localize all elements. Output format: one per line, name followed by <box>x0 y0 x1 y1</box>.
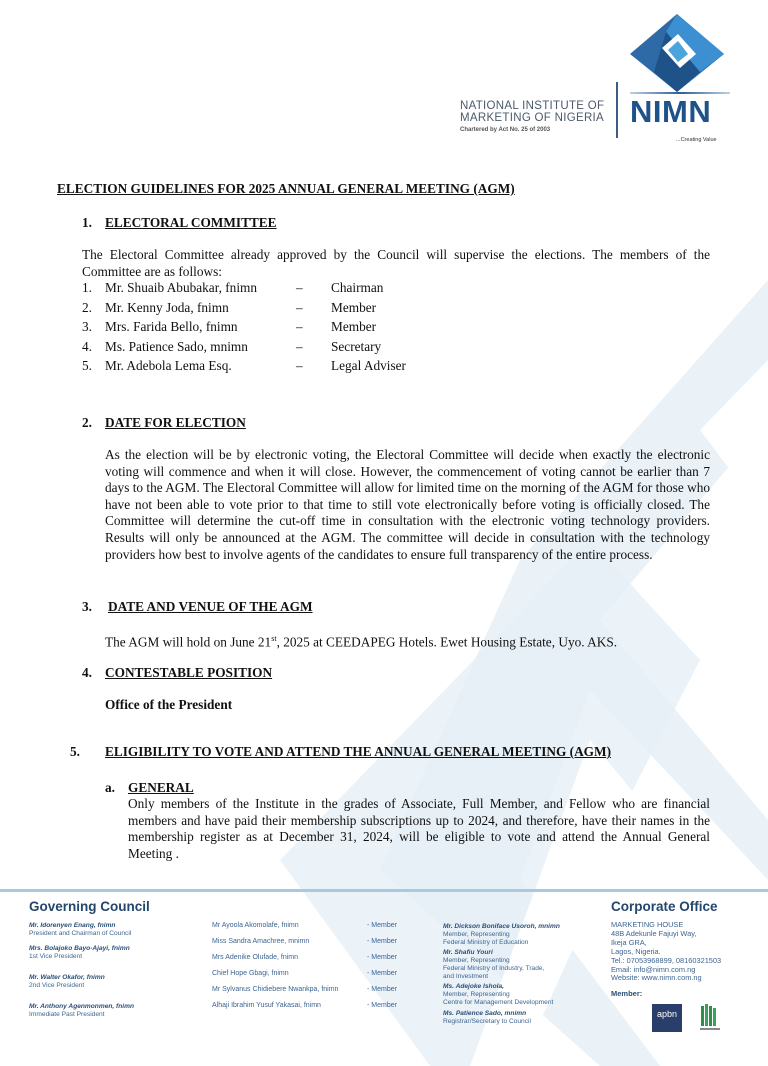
governing-council-heading: Governing Council <box>29 899 150 914</box>
committee-list: 1. Mr. Shuaib Abubakar, fnimn – Chairman 2. Mr. Kenny Joda, fnimn – Member 3. Mrs. Farida Bello, fnimn – Member 4. Ms. Patience Sado, mnimn – Secretary 5. Mr. Adebola Lema Esq. – Legal Adviser <box>82 280 406 373</box>
corporate-office-heading: Corporate Office <box>611 899 718 914</box>
address-block: MARKETING HOUSE 48B Adekunle Fajuyi Way, Ikeja GRA, Lagos, Nigeria. Tel.: 07053968899, 08160321503 Email: info@nimn.com.ng Website: www.nimn.com.ng <box>611 921 766 983</box>
officer: Mr. Walter Okafor, fnimn 2nd Vice President <box>29 974 105 989</box>
website-link[interactable]: Website: www.nimn.com.ng <box>611 973 702 983</box>
org-name-line1: NATIONAL INSTITUTE OF <box>460 100 605 112</box>
council-members-column: Mr Ayoola Akomolafe, fnimn - Member Miss Sandra Amachree, mnimn - Member Mrs Adenike Olufade, fnimn - Member Chief Hope Gbagi, fnimn - Member Mr Sylvanus Chidiebere Nwankpa, fnimn - Member Alhaji Ibrahim Yusuf Yakasai, fnimn - Member <box>212 922 397 1009</box>
logo-divider <box>616 82 618 138</box>
officer: Mrs. Bolajoko Bayo-Ajayi, fnimn 1st Vice President <box>29 945 130 960</box>
section-5a-heading: a. GENERAL <box>105 780 194 795</box>
charter-text: Chartered by Act No. 25 of 2003 <box>460 127 551 133</box>
section-2-body: As the election will be by electronic voting, the Electoral Committee will decide when exactly the electronic voting will commence and when it will close. However, the commencement of voting cannot be earlier than 7 days to the AGM. The Electoral Committee will allow for limited time on the morning of the AGM for those who have not been able to vote prior to that time to still vote electronically before voting is officially closed. The Committee will determine the cut-off time in consultation with the electronic voting technology providers. Results will only be announced at the AGM. The committee will decide in consultation with the technology providers how best to involve agents of the candidates to ensure full transparency of the entire process. <box>105 447 710 562</box>
representatives-column <box>443 923 603 1026</box>
logo-acronym: NIMN <box>630 94 712 129</box>
section-1-intro: The Electoral Committee already approved by the Council will supervise the elections. The members of the Committee are as follows: <box>82 247 710 279</box>
section-3-heading: 3. DATE AND VENUE OF THE AGM <box>82 599 313 614</box>
logo-tagline: ...Creating Value <box>676 137 717 143</box>
member-label: Member: <box>611 989 643 999</box>
section-4-body: Office of the President <box>105 697 233 712</box>
document-title: ELECTION GUIDELINES FOR 2025 ANNUAL GENERAL MEETING (AGM) <box>57 181 515 196</box>
representative: Mr. Dickson Boniface Usoroh, mnimn Member, Representing Federal Ministry of Education <box>443 923 560 946</box>
nimn-logo-icon <box>626 14 728 94</box>
representative: Ms. Patience Sado, mnimn Registrar/Secretary to Council <box>443 1010 531 1025</box>
section-2-heading: 2. DATE FOR ELECTION <box>82 415 246 430</box>
footer-divider <box>0 889 768 892</box>
corporate-office-column <box>611 899 766 998</box>
representative: Mr. Shafiu Youri Member, Representing Federal Ministry of Industry, Trade, and Investment <box>443 949 545 980</box>
org-name-block <box>460 100 610 133</box>
officer: Mr. Idorenyen Enang, fnimn President and Chairman of Council <box>29 922 132 937</box>
section-1-heading: 1. ELECTORAL COMMITTEE <box>82 215 277 230</box>
org-name-line2: MARKETING OF NIGERIA <box>460 112 605 124</box>
member-association-logo-icon <box>698 1002 722 1034</box>
apbn-logo-icon: apbn <box>652 1004 682 1032</box>
governing-council-column <box>29 899 199 1019</box>
email-link[interactable]: Email: info@nimn.com.ng <box>611 964 696 974</box>
section-4-heading: 4. CONTESTABLE POSITION <box>82 665 273 680</box>
representative: Ms. Adejoke Ishola, Member, Representing Centre for Management Development <box>443 983 554 1006</box>
section-5a-body: Only members of the Institute in the grades of Associate, Full Member, and Fellow who are financial members and have paid their membership subscriptions up to 2024, and therefore, have their names in the membership register as at December 31, 2024, will be eligible to vote and attend the Annual General Meeting . <box>128 796 710 861</box>
section-3-body: The AGM will hold on June 21st, 2025 at CEEDAPEG Hotels. Ewet Housing Estate, Uyo. AKS. <box>105 634 618 650</box>
section-5-heading: 5. ELIGIBILITY TO VOTE AND ATTEND THE ANNUAL GENERAL MEETING (AGM) <box>70 744 611 759</box>
officer: Mr. Anthony Agenmonmen, fnimn Immediate Past President <box>29 1003 135 1018</box>
